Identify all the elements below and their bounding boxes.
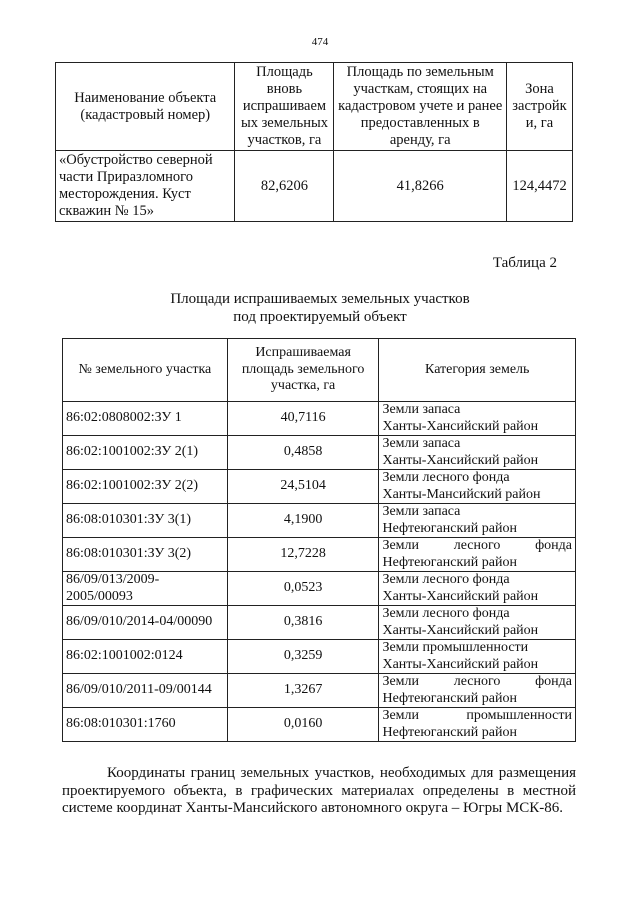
plots-body (63, 402, 576, 742)
plot-number-cell: 86:08:010301:ЗУ 3(2) (63, 538, 228, 572)
table-row (63, 470, 576, 504)
coordinates-paragraph: Координаты границ земельных участков, необходимых для размещения проектируемого объекта, в графических материалах определены в местной системе координат Ханты-Мансийского автономного округа – Югры МСК-86. (62, 765, 576, 816)
category-line-2: Нефтеюганский район (382, 520, 517, 536)
category-line-2: Ханты-Хансийский район (382, 418, 539, 434)
category-line-2: Ханты-Хансийский район (382, 588, 539, 604)
table-title (0, 290, 640, 326)
category-line-1: Земли лесного фонда (382, 674, 572, 689)
plot-number-cell: 86:02:1001002:ЗУ 2(2) (63, 470, 228, 504)
category-line-2: Ханты-Хансийский район (382, 622, 539, 638)
table-row (63, 606, 576, 640)
object-area-table (55, 62, 573, 222)
category-line-1: Земли запаса (382, 402, 461, 417)
category-line-2: Нефтеюганский район (382, 724, 517, 740)
table-row (63, 708, 576, 742)
area-cell: 0,3259 (227, 640, 379, 674)
category-line-1: Земли лесного фонда (382, 572, 510, 587)
table-row (63, 674, 576, 708)
category-cell (379, 572, 576, 606)
table-row (63, 402, 576, 436)
header-plot-number: № земельного участка (63, 339, 228, 402)
category-line-2: Нефтеюганский район (382, 690, 517, 706)
area-cell: 12,7228 (227, 538, 379, 572)
area-cell: 4,1900 (227, 504, 379, 538)
area-cell: 0,0160 (227, 708, 379, 742)
plot-number-cell: 86/09/013/2009-2005/00093 (63, 572, 228, 606)
plot-number-cell: 86:02:1001002:0124 (63, 640, 228, 674)
category-cell (379, 640, 576, 674)
table-row (63, 504, 576, 538)
area-cell: 0,4858 (227, 436, 379, 470)
area-cell: 40,7116 (227, 402, 379, 436)
category-line-2: Ханты-Хансийский район (382, 452, 539, 468)
table-title-line-2: под проектируемый объект (233, 309, 407, 325)
category-line-2: Ханты-Хансийский район (382, 656, 539, 672)
table-row (63, 572, 576, 606)
category-cell (379, 708, 576, 742)
category-line-1: Земли промышленности (382, 708, 572, 723)
header-requested-area: Испрашиваемая площадь земельного участка, га (227, 339, 379, 402)
object-name-cell: «Обустройство северной части Приразломного месторождения. Куст скважин № 15» (56, 151, 235, 222)
land-plots-table (62, 338, 576, 742)
table-header-row (63, 339, 576, 402)
table-row (63, 538, 576, 572)
category-line-1: Земли лесного фонда (382, 538, 572, 553)
category-cell (379, 674, 576, 708)
table-row (63, 436, 576, 470)
category-cell (379, 470, 576, 504)
new-area-cell: 82,6206 (235, 151, 334, 222)
category-cell (379, 606, 576, 640)
category-line-1: Земли запаса (382, 436, 461, 451)
table-row (63, 640, 576, 674)
area-cell: 24,5104 (227, 470, 379, 504)
header-zone: Зона застройк и, га (507, 63, 573, 151)
category-line-2: Ханты-Мансийский район (382, 486, 541, 502)
table-title-line-1: Площади испрашиваемых земельных участков (170, 291, 470, 307)
header-object-name: Наименование объекта (кадастровый номер) (56, 63, 235, 151)
table-label: Таблица 2 (492, 255, 557, 271)
category-cell (379, 538, 576, 572)
plot-number-cell: 86/09/010/2011-09/00144 (63, 674, 228, 708)
category-cell (379, 504, 576, 538)
category-cell (379, 402, 576, 436)
plot-number-cell: 86:02:0808002:ЗУ 1 (63, 402, 228, 436)
plot-number-cell: 86:08:010301:ЗУ 3(1) (63, 504, 228, 538)
area-cell: 1,3267 (227, 674, 379, 708)
category-line-1: Земли промышленности (382, 640, 529, 655)
header-registered-area: Площадь по земельным участкам, стоящих на кадастровом учете и ранее предоставленных в аренду, га (334, 63, 507, 151)
plot-number-cell: 86/09/010/2014-04/00090 (63, 606, 228, 640)
category-cell (379, 436, 576, 470)
table-header-row (56, 63, 573, 151)
zone-cell: 124,4472 (507, 151, 573, 222)
category-line-1: Земли лесного фонда (382, 470, 510, 485)
page-number: 474 (311, 36, 329, 48)
area-cell: 0,3816 (227, 606, 379, 640)
table-row (56, 151, 573, 222)
registered-area-cell: 41,8266 (334, 151, 507, 222)
category-line-2: Нефтеюганский район (382, 554, 517, 570)
plot-number-cell: 86:02:1001002:ЗУ 2(1) (63, 436, 228, 470)
plot-number-cell: 86:08:010301:1760 (63, 708, 228, 742)
header-new-area: Площадь вновь испрашиваем ых земельных участков, га (235, 63, 334, 151)
category-line-1: Земли лесного фонда (382, 606, 510, 621)
category-line-1: Земли запаса (382, 504, 461, 519)
area-cell: 0,0523 (227, 572, 379, 606)
header-land-category: Категория земель (379, 339, 576, 402)
